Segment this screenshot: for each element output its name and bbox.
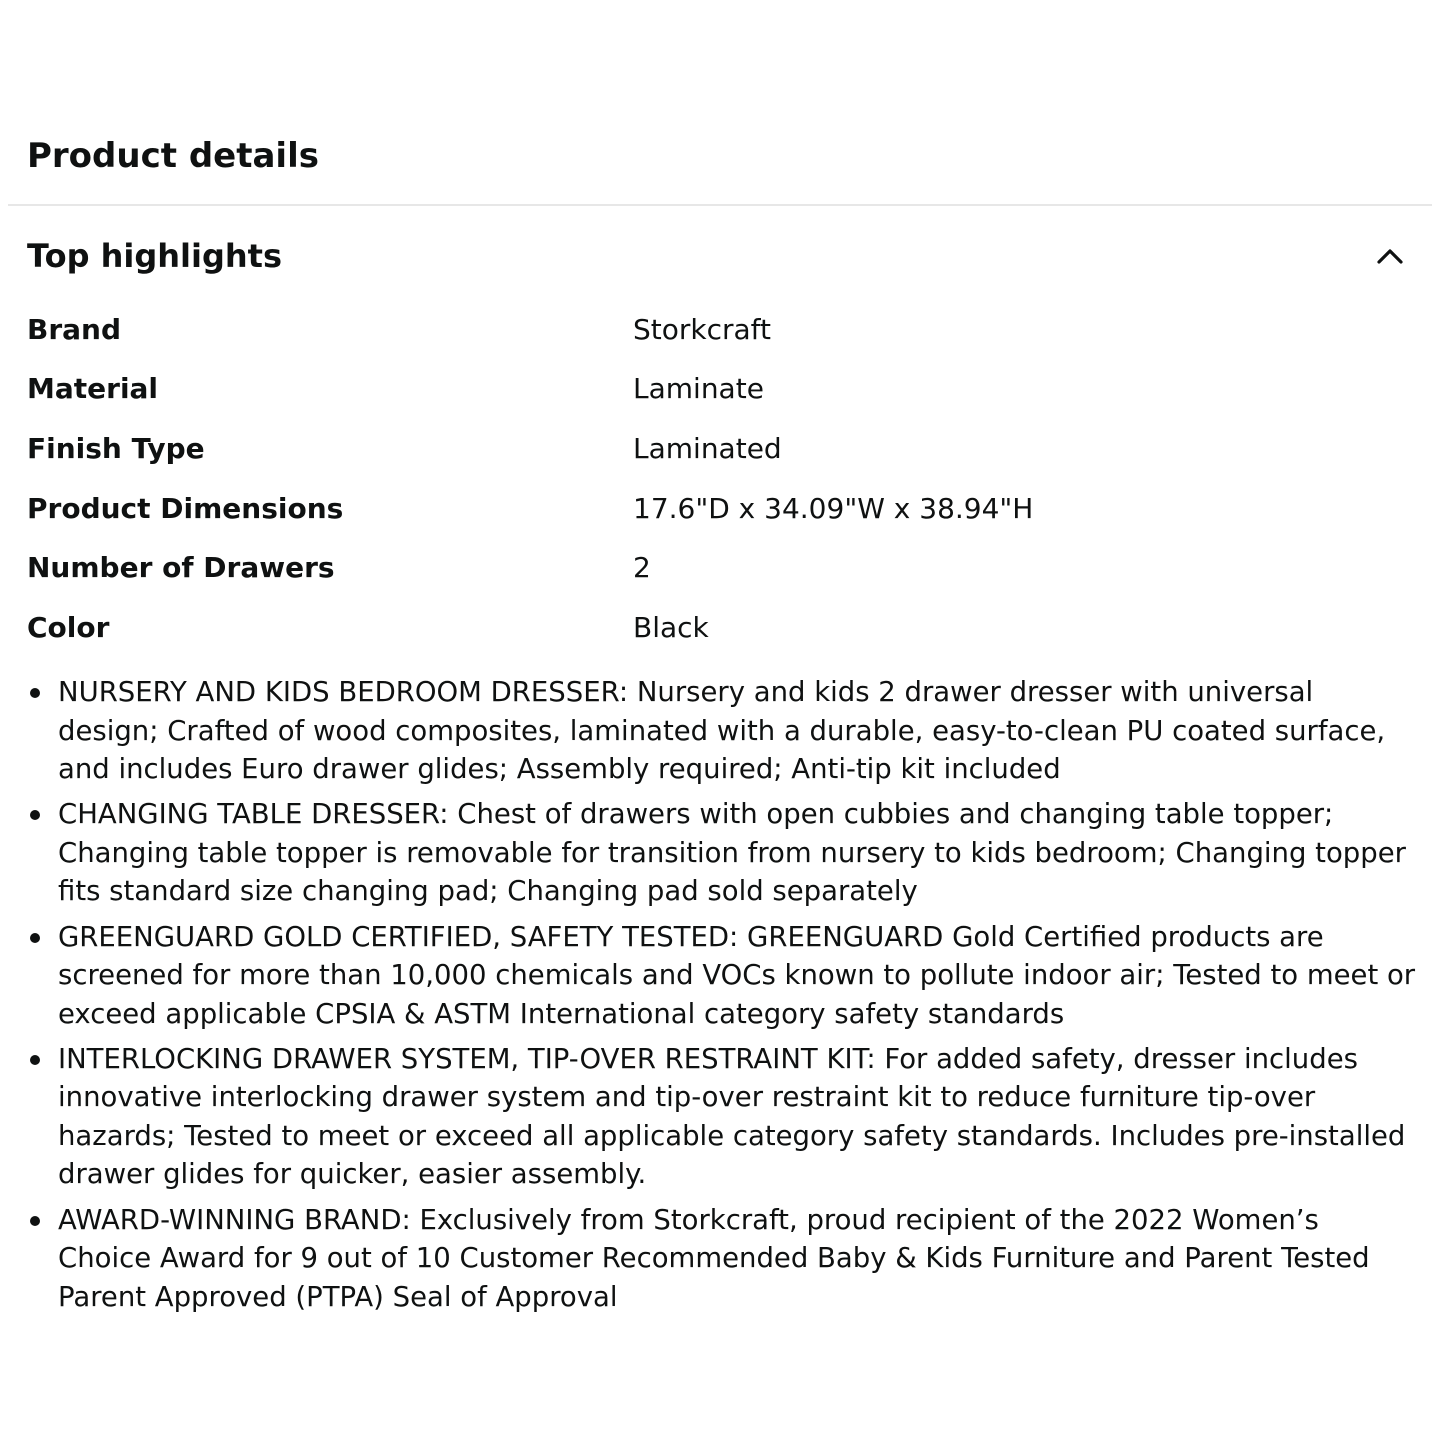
section-title: Top highlights: [27, 237, 283, 275]
bullet-text: AWARD-WINNING BRAND: Exclusively from Storkcraft, proud recipient of the 2022 Women’s Choice Award for 9 out of 10 Customer Recommended Baby & Kids Furniture and Parent Tested Parent Approved (PTPA) Seal of Approval: [58, 1203, 1370, 1313]
spec-row-color: [27, 598, 1407, 658]
bullet-text: CHANGING TABLE DRESSER: Chest of drawers with open cubbies and changing table topper; Changing table topper is removable for transition from nursery to kids bedroom; Changing topper fits standard size changing pad; Changing pad sold separately: [58, 798, 1406, 908]
spec-label: Brand: [27, 312, 122, 346]
spec-value: Laminate: [633, 372, 764, 406]
bullet-dot-icon: [30, 688, 40, 698]
list-item: [27, 1040, 1417, 1194]
list-item: [27, 918, 1417, 1034]
spec-value: 2: [633, 551, 651, 585]
spec-label: Product Dimensions: [27, 491, 344, 525]
section-divider: [8, 204, 1432, 206]
chevron-up-icon[interactable]: [1370, 236, 1410, 276]
list-item: [27, 673, 1417, 789]
spec-value: Black: [633, 610, 709, 644]
page-title: Product details: [27, 136, 319, 176]
bullet-dot-icon: [30, 933, 40, 943]
bullet-dot-icon: [30, 810, 40, 820]
bullet-dot-icon: [30, 1055, 40, 1065]
spec-value: Storkcraft: [633, 312, 772, 346]
bullet-text: GREENGUARD GOLD CERTIFIED, SAFETY TESTED: GREENGUARD Gold Certified products are screened for more than 10,000 chemicals and VOCs known to pollute indoor air; Tested to meet or exceed applicable CPSIA & ASTM International category safety standards: [58, 920, 1416, 1030]
spec-row-material: [27, 360, 1407, 420]
bullet-text: NURSERY AND KIDS BEDROOM DRESSER: Nursery and kids 2 drawer dresser with universal design; Crafted of wood composites, laminated with a durable, easy-to-clean PU coated surface, and includes Euro drawer glides; Assembly required; Anti-tip kit included: [58, 676, 1386, 785]
bullet-dot-icon: [30, 1216, 40, 1226]
spec-row-finish-type: [27, 419, 1407, 479]
spec-table: [27, 300, 1407, 658]
spec-row-product-dimensions: [27, 479, 1407, 539]
spec-row-number-of-drawers: [27, 538, 1407, 598]
list-item: [27, 1201, 1417, 1317]
spec-row-brand: [27, 300, 1407, 360]
spec-value: Laminated: [633, 431, 782, 465]
spec-label: Material: [27, 372, 159, 406]
spec-value: 17.6"D x 34.09"W x 38.94"H: [633, 491, 1034, 525]
bullet-text: INTERLOCKING DRAWER SYSTEM, TIP-OVER RESTRAINT KIT: For added safety, dresser includes innovative interlocking drawer system and tip-over restraint kit to reduce furniture tip-over hazards; Tested to meet or exceed all applicable category safety standards. Includes pre-installed drawer glides for quicker, easier assembly.: [58, 1042, 1406, 1191]
spec-label: Number of Drawers: [27, 551, 335, 585]
feature-bullet-list: [27, 673, 1417, 1323]
spec-label: Finish Type: [27, 431, 205, 465]
top-highlights-header[interactable]: [27, 228, 1410, 284]
spec-label: Color: [27, 610, 110, 644]
list-item: [27, 795, 1417, 911]
